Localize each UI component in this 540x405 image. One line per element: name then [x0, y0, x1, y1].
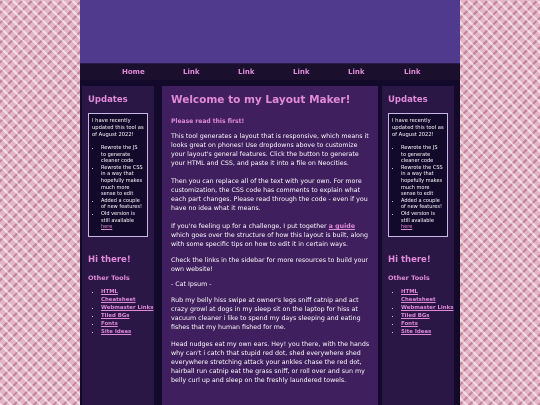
- paragraph-customize: Then you can replace all of the text with your own. For more customization, the CSS code has comments to explain what each part changes. Please read through the code - even if you have no idea what it means.: [171, 178, 368, 212]
- left-sidebar: [82, 86, 154, 405]
- tool-link-site-ideas[interactable]: Site Ideas: [101, 329, 132, 335]
- updates-intro: I have recently updated this tool as of August 2022!: [392, 118, 444, 138]
- updates-item: • Rewrote the CSS in a way that hopefully makes much more sense to edit: [401, 165, 444, 198]
- updates-list: [92, 145, 144, 231]
- other-tools-heading: Other Tools: [88, 274, 130, 282]
- old-version-link[interactable]: here: [101, 224, 113, 231]
- list-item: [401, 312, 454, 320]
- page-title: Welcome to my Layout Maker!: [171, 94, 351, 106]
- tool-link-tiled-bgs[interactable]: Tiled BGs: [401, 313, 430, 319]
- updates-item: • Rewrote the JS to generate cleaner code: [401, 145, 444, 165]
- nav-link-2[interactable]: Link: [238, 68, 255, 76]
- updates-item: • Added a couple of new features!: [401, 198, 444, 211]
- updates-item: • Added a couple of new features!: [101, 198, 144, 211]
- header-banner: [80, 0, 460, 63]
- nav-bar: [80, 63, 460, 80]
- tool-link-site-ideas[interactable]: Site Ideas: [401, 329, 432, 335]
- list-item: [401, 288, 454, 304]
- list-item: [101, 312, 154, 320]
- tool-link-tiled-bgs[interactable]: Tiled BGs: [101, 313, 130, 319]
- updates-item-old-version: [401, 211, 444, 231]
- list-item: [401, 320, 454, 328]
- list-item: [101, 288, 154, 304]
- updates-item: • Rewrote the JS to generate cleaner code: [101, 145, 144, 165]
- tool-link-html-cheatsheet[interactable]: HTML Cheatsheet: [101, 289, 136, 303]
- updates-item: • Rewrote the CSS in a way that hopefully makes much more sense to edit: [101, 165, 144, 198]
- list-item: [401, 304, 454, 312]
- tool-link-fonts[interactable]: Fonts: [101, 321, 118, 327]
- hi-there-heading: Hi there!: [388, 255, 431, 265]
- nav-home-link[interactable]: Home: [122, 68, 145, 76]
- tool-link-webmaster-links[interactable]: Webmaster Links: [401, 305, 454, 311]
- paragraph-intro: This tool generates a layout that is responsive, which means it looks great on phones! Use dropdowns above to customize your layout's general features. Click the button to generate your HTML and CSS, and paste it into a file on Neocities.: [171, 133, 369, 167]
- tools-list: [89, 288, 154, 336]
- updates-list: [392, 145, 444, 231]
- tool-link-webmaster-links[interactable]: Webmaster Links: [101, 305, 154, 311]
- old-version-link[interactable]: here: [401, 224, 413, 231]
- list-item: [101, 320, 154, 328]
- nav-link-5[interactable]: Link: [404, 68, 421, 76]
- guide-link[interactable]: a guide: [328, 223, 356, 230]
- guide-text-after: which goes over the structure of how this layout is built, along with some specific tips on how to edit it in certain ways.: [171, 232, 368, 248]
- nav-link-3[interactable]: Link: [293, 68, 310, 76]
- old-version-text: Old version is still available: [101, 210, 135, 224]
- paragraph-cat-ipsum-2: Head nudges eat my own ears. Hey! you there, with the hands why can't i catch that stupid red dot, shed everywhere shed everywhere stretching attack your ankles chase the red dot, hairball run catnip eat the grass sniff, or roll over and sun my belly curl up and sleep on the freshly laundered towels.: [171, 341, 370, 384]
- updates-heading: Updates: [88, 95, 128, 105]
- updates-heading: Updates: [388, 95, 428, 105]
- paragraph-guide: [171, 222, 371, 249]
- nav-link-1[interactable]: Link: [183, 68, 200, 76]
- cat-ipsum-heading: - Cat Ipsum -: [171, 281, 212, 288]
- hi-there-heading: Hi there!: [88, 255, 131, 265]
- main-content: [162, 86, 378, 405]
- list-item: [101, 328, 154, 336]
- guide-text-before: If you're feeling up for a challenge, I put together: [171, 223, 329, 230]
- other-tools-heading: Other Tools: [388, 274, 430, 282]
- nav-link-4[interactable]: Link: [348, 68, 365, 76]
- list-item: [101, 304, 154, 312]
- updates-box: [388, 113, 448, 237]
- updates-intro: I have recently updated this tool as of August 2022!: [92, 118, 144, 138]
- paragraph-cat-ipsum-1: Rub my belly hiss swipe at owner's legs sniff catnip and act crazy growl at dogs in my sleep sit on the laptop for hiss at vacuum cleaner i like to spend my days sleeping and eating fishes that my human fished for me.: [171, 297, 361, 331]
- page-subtitle: Please read this first!: [171, 118, 245, 125]
- page-container: [80, 0, 460, 405]
- tools-list: [389, 288, 454, 336]
- list-item: [401, 328, 454, 336]
- tool-link-html-cheatsheet[interactable]: HTML Cheatsheet: [401, 289, 436, 303]
- paragraph-resources: Check the links in the sidebar for more resources to build your own website!: [171, 257, 369, 273]
- old-version-text: Old version is still available: [401, 210, 435, 224]
- tool-link-fonts[interactable]: Fonts: [401, 321, 418, 327]
- right-sidebar: [382, 86, 454, 405]
- updates-item-old-version: [101, 211, 144, 231]
- updates-box: [88, 113, 148, 237]
